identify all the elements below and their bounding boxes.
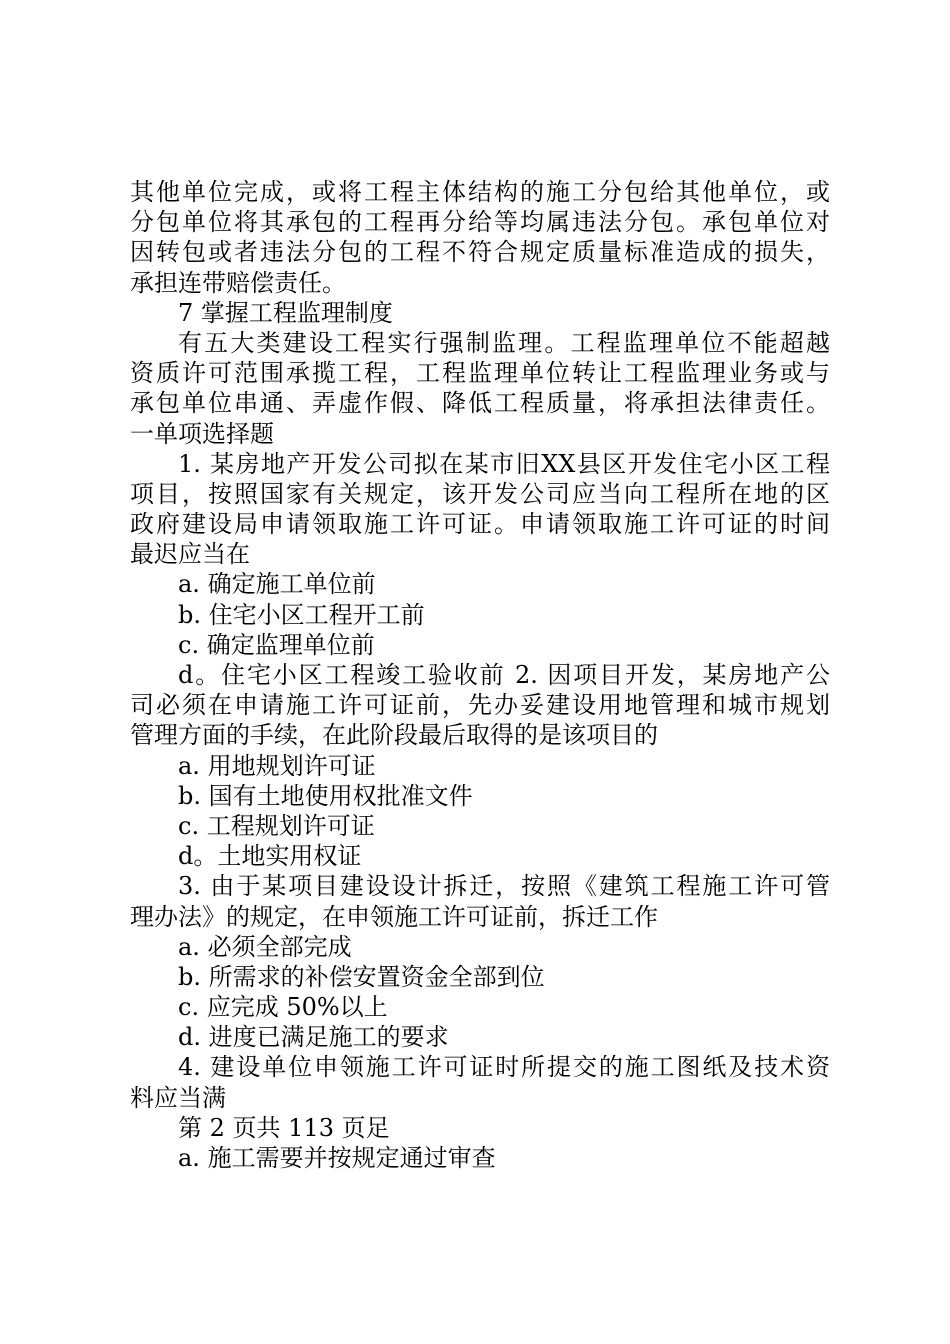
question-line: 司必须在申请施工许可证前，先办妥建设用地管理和城市规划 bbox=[130, 691, 830, 720]
text-line: 承包单位串通、弄虚作假、降低工程质量，将承担法律责任。 bbox=[130, 389, 830, 418]
option-line: c. 工程规划许可证 bbox=[178, 811, 375, 840]
question-line: 理办法》的规定，在申领施工许可证前，拆迁工作 bbox=[130, 902, 658, 931]
option-line: b. 国有土地使用权批准文件 bbox=[178, 781, 473, 810]
question-line: 3. 由于某项目建设设计拆迁，按照《建筑工程施工许可管 bbox=[178, 872, 830, 901]
text-line: 有五大类建设工程实行强制监理。工程监理单位不能超越 bbox=[178, 328, 830, 357]
section-heading: 7 掌握工程监理制度 bbox=[178, 298, 393, 327]
question-line: 4. 建设单位申领施工许可证时所提交的施工图纸及技术资 bbox=[178, 1053, 830, 1082]
option-line: d. 进度已满足施工的要求 bbox=[178, 1023, 449, 1052]
question-line: 最迟应当在 bbox=[130, 540, 250, 569]
option-line: b. 所需求的补偿安置资金全部到位 bbox=[178, 962, 545, 991]
option-line: a. 用地规划许可证 bbox=[178, 751, 376, 780]
text-line: 资质许可范围承揽工程，工程监理单位转让工程监理业务或与 bbox=[130, 359, 830, 388]
option-line: b. 住宅小区工程开工前 bbox=[178, 600, 425, 629]
option-line: d。住宅小区工程竣工验收前 2. 因项目开发，某房地产公 bbox=[178, 661, 830, 689]
question-line: 料应当满 bbox=[130, 1083, 226, 1112]
document-body bbox=[130, 177, 830, 1173]
question-line: 政府建设局申请领取施工许可证。申请领取施工许可证的时间 bbox=[130, 510, 830, 539]
option-line: d。土地实用权证 bbox=[178, 842, 362, 871]
question-line: 管理方面的手续，在此阶段最后取得的是该项目的 bbox=[130, 721, 658, 750]
text-line: 因转包或者违法分包的工程不符合规定质量标准造成的损失， bbox=[130, 238, 830, 267]
question-line: 项目，按照国家有关规定，该开发公司应当向工程所在地的区 bbox=[130, 479, 830, 508]
option-line: a. 必须全部完成 bbox=[178, 932, 352, 961]
section-heading: 一单项选择题 bbox=[130, 419, 274, 448]
option-line: c. 应完成 50%以上 bbox=[178, 993, 388, 1022]
text-line: 其他单位完成，或将工程主体结构的施工分包给其他单位，或 bbox=[130, 178, 830, 206]
option-line: c. 确定监理单位前 bbox=[178, 630, 375, 659]
option-line: a. 确定施工单位前 bbox=[178, 570, 376, 599]
question-line: 1. 某房地产开发公司拟在某市旧XX县区开发住宅小区工程 bbox=[178, 449, 830, 478]
text-line: 分包单位将其承包的工程再分给等均属违法分包。承包单位对 bbox=[130, 208, 830, 237]
text-line: 承担连带赔偿责任。 bbox=[130, 268, 346, 297]
option-line: a. 施工需要并按规定通过审查 bbox=[178, 1144, 496, 1172]
page-number: 第 2 页共 113 页足 bbox=[178, 1113, 390, 1142]
